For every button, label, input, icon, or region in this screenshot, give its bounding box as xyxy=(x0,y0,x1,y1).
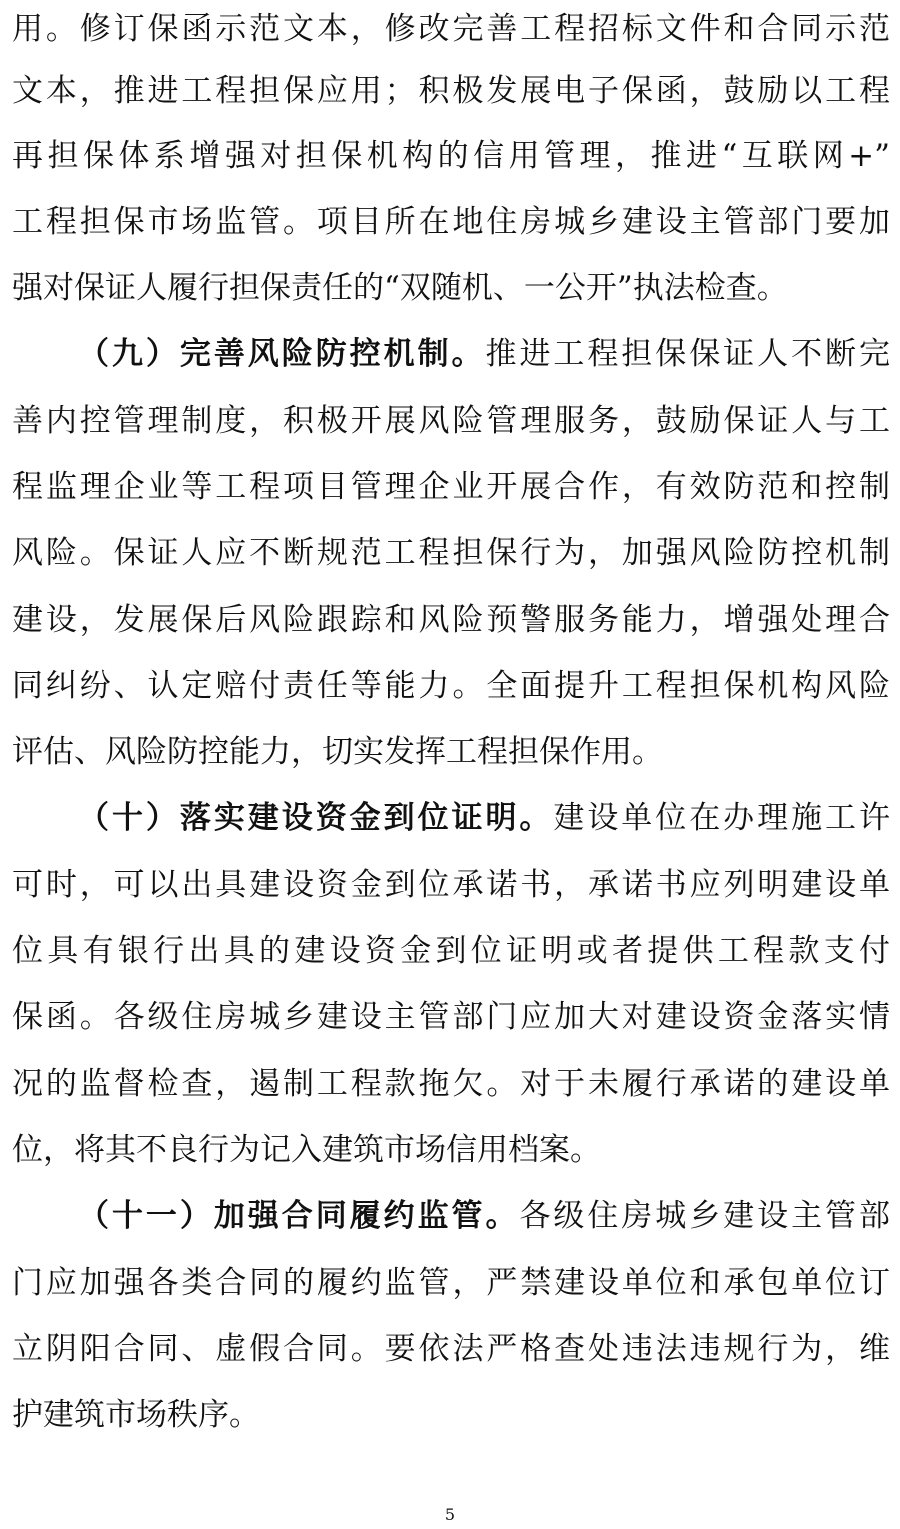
section-9-line-6: 同纠纷、认定赔付责任等能力。全面提升工程担保机构风险 xyxy=(12,668,890,704)
section-11-first-line xyxy=(78,1191,890,1241)
intro-line-2: 文本，推进工程担保应用；积极发展电子保函，鼓励以工程 xyxy=(12,73,890,109)
section-11-heading: （十一）加强合同履约监管。 xyxy=(78,1198,520,1234)
section-10-line-4: 保函。各级住房城乡建设主管部门应加大对建设资金落实情 xyxy=(12,999,890,1035)
section-10-first-line xyxy=(78,793,890,843)
intro-line-1: 用。修订保函示范文本，修改完善工程招标文件和合同示范 xyxy=(12,11,890,47)
intro-line-3: 再担保体系增强对担保机构的信用管理，推进“互联网+” xyxy=(12,138,890,174)
page-number: 5 xyxy=(444,1505,456,1524)
section-11-first-line-text: 各级住房城乡建设主管部 xyxy=(519,1198,891,1234)
section-10-heading: （十）落实建设资金到位证明。 xyxy=(78,800,554,836)
section-10-line-3: 位具有银行出具的建设资金到位证明或者提供工程款支付 xyxy=(12,933,890,969)
section-9-line-3: 程监理企业等工程项目管理企业开展合作，有效防范和控制 xyxy=(12,469,890,505)
section-9-line-2: 善内控管理制度，积极开展风险管理服务，鼓励保证人与工 xyxy=(12,403,890,439)
section-9-first-line xyxy=(78,329,890,379)
section-9-heading: （九）完善风险防控机制。 xyxy=(78,336,486,372)
section-9-line-7: 评估、风险防控能力，切实发挥工程担保作用。 xyxy=(12,734,663,770)
section-11-line-2: 门应加强各类合同的履约监管，严禁建设单位和承包单位订 xyxy=(12,1265,890,1301)
intro-line-4: 工程担保市场监管。项目所在地住房城乡建设主管部门要加 xyxy=(12,204,890,240)
section-9-line-5: 建设，发展保后风险跟踪和风险预警服务能力，增强处理合 xyxy=(12,602,890,638)
section-10-line-2: 可时，可以出具建设资金到位承诺书，承诺书应列明建设单 xyxy=(12,867,890,903)
section-10-line-6: 位，将其不良行为记入建筑市场信用档案。 xyxy=(12,1132,601,1168)
section-9-first-line-text: 推进工程担保保证人不断完 xyxy=(485,336,891,372)
section-11-line-4: 护建筑市场秩序。 xyxy=(12,1397,260,1433)
section-11-line-3: 立阴阳合同、虚假合同。要依法严格查处违法违规行为，维 xyxy=(12,1331,890,1367)
section-9-line-4: 风险。保证人应不断规范工程担保行为，加强风险防控机制 xyxy=(12,535,890,571)
section-10-line-5: 况的监督检查，遏制工程款拖欠。对于未履行承诺的建设单 xyxy=(12,1066,890,1102)
intro-line-5: 强对保证人履行担保责任的“双随机、一公开”执法检查。 xyxy=(12,270,788,306)
section-10-first-line-text: 建设单位在办理施工许 xyxy=(553,800,890,836)
